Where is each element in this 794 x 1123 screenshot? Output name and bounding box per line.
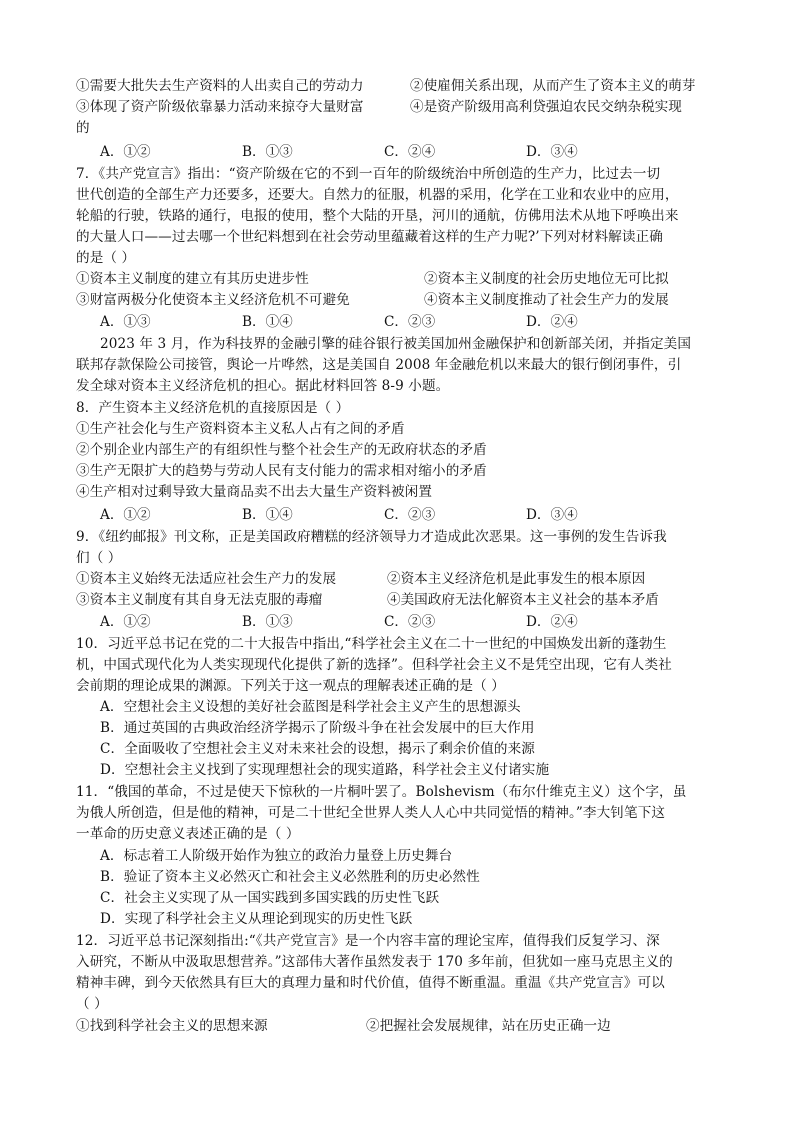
q9-stem-line: 9．《纽约邮报》刊文称，正是美国政府糟糕的经济领导力才造成此次恶果。这一事例的发生告诉我	[76, 529, 667, 545]
q6-choice-d: D．③④	[526, 144, 578, 160]
q11-option-d: D．实现了科学社会主义从理论到现实的历史性飞跃	[100, 911, 413, 927]
q12-option-1: ①找到科学社会主义的思想来源	[76, 1018, 268, 1034]
q11-stem-line: 为俄人所创造，但是他的精神，可是二十世纪全世界人类人人心中共同觉悟的精神。”李大钊笔下这	[76, 805, 666, 821]
q10-stem-line: 会前期的理论成果的渊源。下列关于这一观点的理解表述正确的是（ ）	[76, 678, 505, 694]
q8-option-1: ①生产社会化与生产资料资本主义私人占有之间的矛盾	[76, 421, 405, 437]
q7-stem-line: 轮船的行驶，铁路的通行，电报的使用，整个大陆的开垦，河川的通航，仿佛用法术从地下呼唤出来	[76, 208, 679, 224]
q9-stem-line: 们（ ）	[76, 550, 122, 566]
q7-choice-b: B．①④	[242, 314, 293, 330]
material-line: 2023 年 3 月，作为科技界的金融引擎的硅谷银行被美国加州金融保护和创新部关闭，并指定美国	[100, 336, 692, 352]
q6-choice-c: C．②④	[384, 144, 436, 160]
q12-stem-line: 精神丰碑，到今天依然具有巨大的真理力量和时代价值，值得不断重温。重温《共产党宣言》可以	[76, 975, 665, 991]
q7-stem-line: 世代创造的全部生产力还要多，还要大。自然力的征服，机器的采用，化学在工业和农业中的应用，	[76, 187, 679, 203]
q9-option-2: ②资本主义经济危机是此事发生的根本原因	[387, 571, 646, 587]
q8-option-4: ④生产相对过剩导致大量商品卖不出去大量生产资料被闲置	[76, 484, 433, 500]
q10-option-a: A．空想社会主义设想的美好社会蓝图是科学社会主义产生的思想源头	[100, 699, 521, 715]
q9-option-4: ④美国政府无法化解资本主义社会的基本矛盾	[387, 592, 659, 608]
q6-option-2: ②使雇佣关系出现，从而产生了资本主义的萌芽	[410, 78, 696, 94]
q7-option-3: ③财富两极分化使资本主义经济危机不可避免	[76, 292, 350, 308]
q7-stem-line: 7．《共产党宣言》指出：“资产阶级在它的不到一百年的阶级统治中所创造的生产力，比过去一切	[76, 166, 661, 182]
q9-choice-c: C．②③	[384, 614, 436, 630]
q8-choice-a: A．①②	[100, 507, 151, 523]
q7-stem-line: 的大量人口——过去哪一个世纪料想到在社会劳动里蕴藏着这样的生产力呢?’下列对材料解读正确	[76, 229, 663, 245]
q6-option-1: ①需要大批失去生产资料的人出卖自己的劳动力	[76, 78, 364, 94]
q7-option-4: ④资本主义制度推动了社会生产力的发展	[424, 292, 669, 308]
q11-option-c: C．社会主义实现了从一国实践到多国实践的历史性飞跃	[100, 890, 440, 906]
q10-option-d: D．空想社会主义找到了实现理想社会的现实道路，科学社会主义付诸实施	[100, 762, 550, 778]
q8-choice-c: C．②③	[384, 507, 436, 523]
q11-option-b: B．验证了资本主义必然灭亡和社会主义必然胜利的历史必然性	[100, 869, 480, 885]
q8-choice-d: D．③④	[526, 507, 578, 523]
q12-stem-line: 入研究，不断从中汲取思想营养。”这部伟大著作虽然发表于 170 多年前，但犹如一座马克思主义的	[76, 954, 673, 970]
q10-stem-line: 机，中国式现代化为人类实现现代化提供了新的选择”。但科学社会主义不是凭空出现，它有人类社	[76, 657, 672, 673]
q10-option-c: C．全面吸收了空想社会主义对未来社会的设想，揭示了剩余价值的来源	[100, 741, 536, 757]
q9-option-1: ①资本主义始终无法适应社会生产力的发展	[76, 571, 337, 587]
q8-option-2: ②个别企业内部生产的有组织性与整个社会生产的无政府状态的矛盾	[76, 442, 487, 458]
q6-choice-b: B．①③	[242, 144, 293, 160]
q12-option-2: ②把握社会发展规律，站在历史正确一边	[366, 1018, 611, 1034]
q7-stem-line: 的是（ ）	[76, 250, 136, 266]
q10-option-b: B．通过英国的古典政治经济学揭示了阶级斗争在社会发展中的巨大作用	[100, 720, 535, 736]
q6-option-4: ④是资产阶级用高利贷强迫农民交纳杂税实现	[410, 99, 682, 115]
q6-option-4-continued: 的	[76, 120, 90, 136]
q6-option-3: ③体现了资产阶级依靠暴力活动来掠夺大量财富	[76, 99, 364, 115]
q6-choice-a: A．①②	[100, 144, 151, 160]
q8-stem: 8．产生资本主义经济危机的直接原因是（ ）	[76, 400, 350, 416]
q12-stem-line: 12．习近平总书记深刻指出:“《共产党宣言》是一个内容丰富的理论宝库，值得我们反复学习、深	[76, 933, 660, 949]
q7-option-1: ①资本主义制度的建立有其历史进步性	[76, 271, 309, 287]
q7-choice-d: D．②④	[526, 314, 578, 330]
q7-choice-a: A．①③	[100, 314, 151, 330]
q8-choice-b: B．①④	[242, 507, 293, 523]
q9-choice-d: D．②④	[526, 614, 578, 630]
q9-option-3: ③资本主义制度有其自身无法克服的毒瘤	[76, 592, 323, 608]
material-line: 发全球对资本主义经济危机的担心。据此材料回答 8-9 小题。	[76, 378, 450, 394]
q12-stem-line: （ ）	[76, 996, 108, 1012]
q9-choice-b: B．①③	[242, 614, 293, 630]
material-line: 联邦存款保险公司接管，舆论一片哗然，这是美国自 2008 年金融危机以来最大的银行倒闭事件，引	[76, 357, 682, 373]
q11-stem-line: 一革命的历史意义表述正确的是（ ）	[76, 826, 300, 842]
q10-stem-line: 10．习近平总书记在党的二十大报告中指出,“科学社会主义在二十一世纪的中国焕发出新的蓬勃生	[76, 636, 667, 652]
q11-option-a: A．标志着工人阶级开始作为独立的政治力量登上历史舞台	[100, 848, 453, 864]
q7-choice-c: C．②③	[384, 314, 436, 330]
q11-stem-line: 11．“俄国的革命，不过是使天下惊秋的一片桐叶罢了。Bolshevism（布尔什维克主义）这个字，虽	[76, 784, 687, 800]
q8-option-3: ③生产无限扩大的趋势与劳动人民有支付能力的需求相对缩小的矛盾	[76, 463, 487, 479]
q9-choice-a: A．①②	[100, 614, 151, 630]
q7-option-2: ②资本主义制度的社会历史地位无可比拟	[424, 271, 669, 287]
